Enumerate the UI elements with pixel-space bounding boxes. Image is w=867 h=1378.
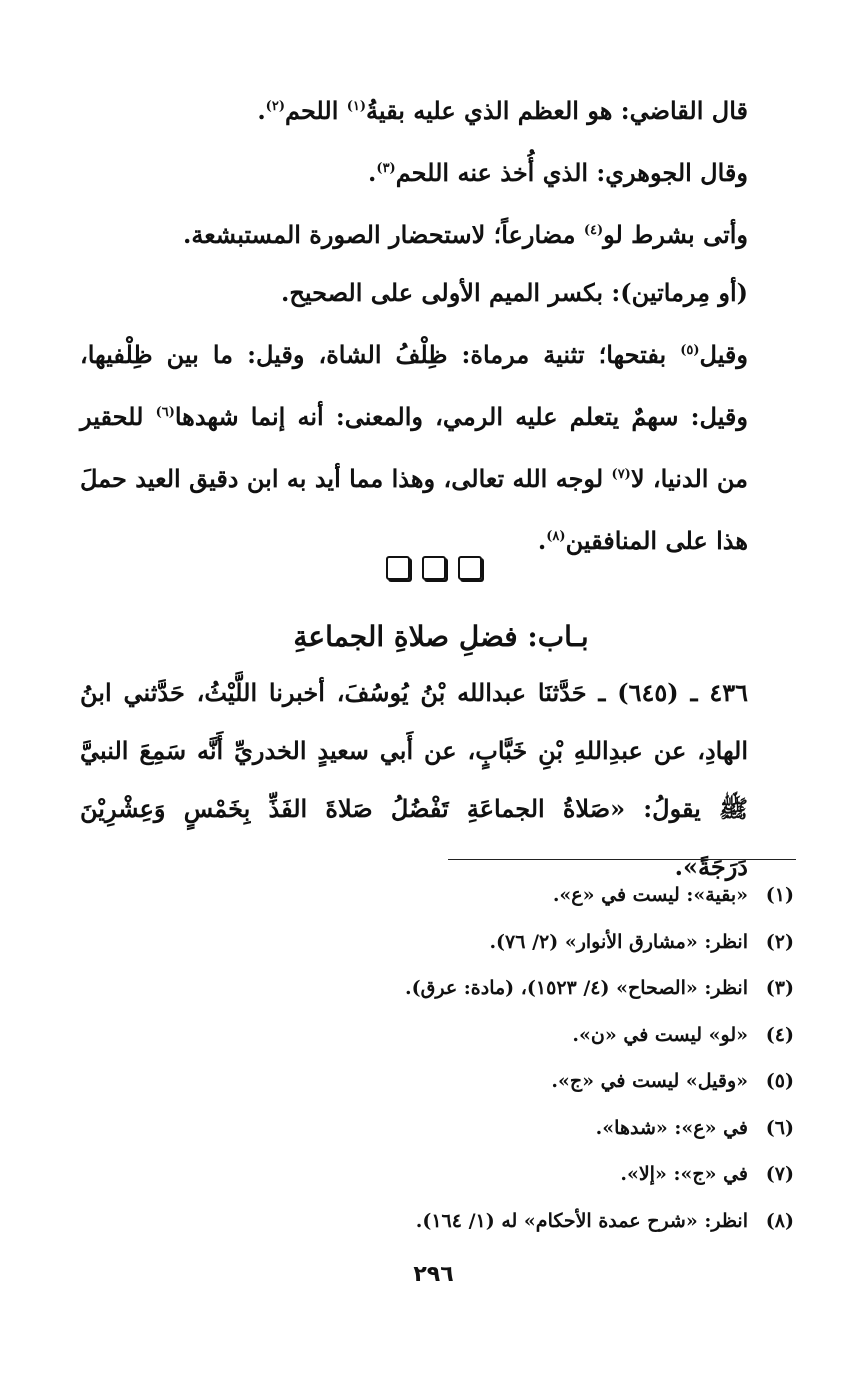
paragraph-text: . — [537, 526, 547, 555]
paragraph-text: وقيل — [699, 340, 748, 369]
footnote-number: (١) — [765, 884, 794, 906]
footnote-item — [80, 872, 794, 919]
footnote-number: (٣) — [765, 977, 794, 999]
paragraph-1 — [80, 78, 802, 140]
page-number: ٢٩٦ — [413, 1262, 454, 1287]
paragraph-text: . — [257, 96, 266, 125]
footnote-item — [80, 1012, 794, 1059]
section-divider-ornament — [0, 556, 867, 580]
footnote-text: «وقيل» ليست في «ج». — [551, 1070, 748, 1092]
paragraph-text: وأتى بشرط لو — [603, 220, 748, 249]
ornament-square — [458, 556, 482, 580]
ornament-square — [422, 556, 446, 580]
footnotes-list — [80, 872, 794, 1244]
paragraph-text: اللحم — [284, 96, 347, 125]
footnote-text: «لو» ليست في «ن». — [572, 1023, 748, 1046]
footnote-marker: (٢) — [265, 99, 285, 114]
footnote-separator — [448, 859, 796, 860]
footnote-text: انظر: «الصحاح» (٤/ ١٥٢٣)، (مادة: عرق). — [405, 977, 748, 999]
footnote-item — [80, 1105, 794, 1152]
paragraph-5 — [80, 322, 802, 570]
hadith-section — [80, 664, 802, 896]
footnote-number: (٧) — [765, 1163, 794, 1185]
footnote-marker: (١) — [346, 99, 367, 114]
paragraph-4 — [80, 264, 802, 322]
footnote-number: (٨) — [765, 1209, 794, 1232]
footnote-marker: (٨) — [546, 529, 566, 544]
footnote-number: (٦) — [765, 1116, 794, 1139]
paragraph-text: لوجه الله تعالى، وهذا مما أيد به ابن دقيق العيد حملَ هذا على المنافقين — [80, 464, 748, 555]
footnote-item — [80, 919, 794, 966]
ornament-square — [386, 556, 410, 580]
footnote-item — [80, 965, 794, 1012]
footnote-item — [80, 1198, 794, 1245]
paragraph-3 — [80, 202, 802, 264]
footnote-marker: (٧) — [611, 467, 631, 482]
footnote-number: (٢) — [765, 930, 794, 953]
commentary-section — [80, 78, 802, 570]
footnote-number: (٤) — [765, 1023, 794, 1046]
footnote-number: (٥) — [765, 1070, 794, 1092]
footnote-item — [80, 1058, 794, 1105]
paragraph-text: وقال الجوهري: الذي أُخذ عنه اللحم — [395, 158, 748, 187]
chapter-title: بـاب: فضلِ صلاةِ الجماعةِ — [293, 620, 589, 653]
footnote-marker: (٣) — [376, 161, 396, 176]
footnote-text: في «ع»: «شدها». — [595, 1116, 748, 1139]
paragraph-text: بفتحها؛ تثنية مرماة: ظِلْفُ الشاة، وقيل: ما بين ظِلْفيها، وقيل: سهمٌ يتعلم عليه الرمي، والمعنى: أنه إنما شهدها — [80, 340, 748, 431]
footnote-text: انظر: «مشارق الأنوار» (٢/ ٧٦). — [489, 930, 748, 953]
paragraph-text: مضارعاً؛ لاستحضار الصورة المستبشعة. — [182, 220, 584, 249]
paragraph-text: . — [368, 158, 377, 187]
footnote-marker: (٦) — [155, 405, 175, 420]
paragraph-text: قال القاضي: هو العظم الذي عليه بقيةُ — [366, 96, 748, 125]
paragraph-2 — [80, 140, 802, 202]
footnote-item — [80, 1151, 794, 1198]
footnote-marker: (٤) — [583, 223, 604, 238]
footnote-text: انظر: «شرح عمدة الأحكام» له (١/ ١٦٤). — [415, 1209, 748, 1232]
footnote-text: «بقية»: ليست في «ع». — [552, 884, 748, 906]
paragraph-text: (أو مِرماتين): بكسر الميم الأولى على الصحيح. — [281, 278, 748, 307]
hadith-text: ٤٣٦ ـ (٦٤٥) ـ حَدَّثنَا عبدالله بْنُ يُوسُفَ، أخبرنا اللَّيْثُ، حَدَّثني ابنُ الهادِ، عن عبدِاللهِ بْنِ خَبَّابٍ، عن أَبي سعيدٍ الخدريِّ أَنَّه سَمِعَ النبيَّ ﷺ يقولُ: «صَلاةُ الجماعَةِ تَفْضُلُ صَلاةَ الفَذِّ بِخَمْسٍ وَعِشْرِيْنَ دَرَجَةً». — [80, 678, 748, 881]
paragraph-text: للحقير من الدنيا، لا — [80, 402, 748, 493]
footnote-text: في «ج»: «إلا». — [620, 1163, 748, 1185]
footnote-marker: (٥) — [680, 343, 700, 358]
